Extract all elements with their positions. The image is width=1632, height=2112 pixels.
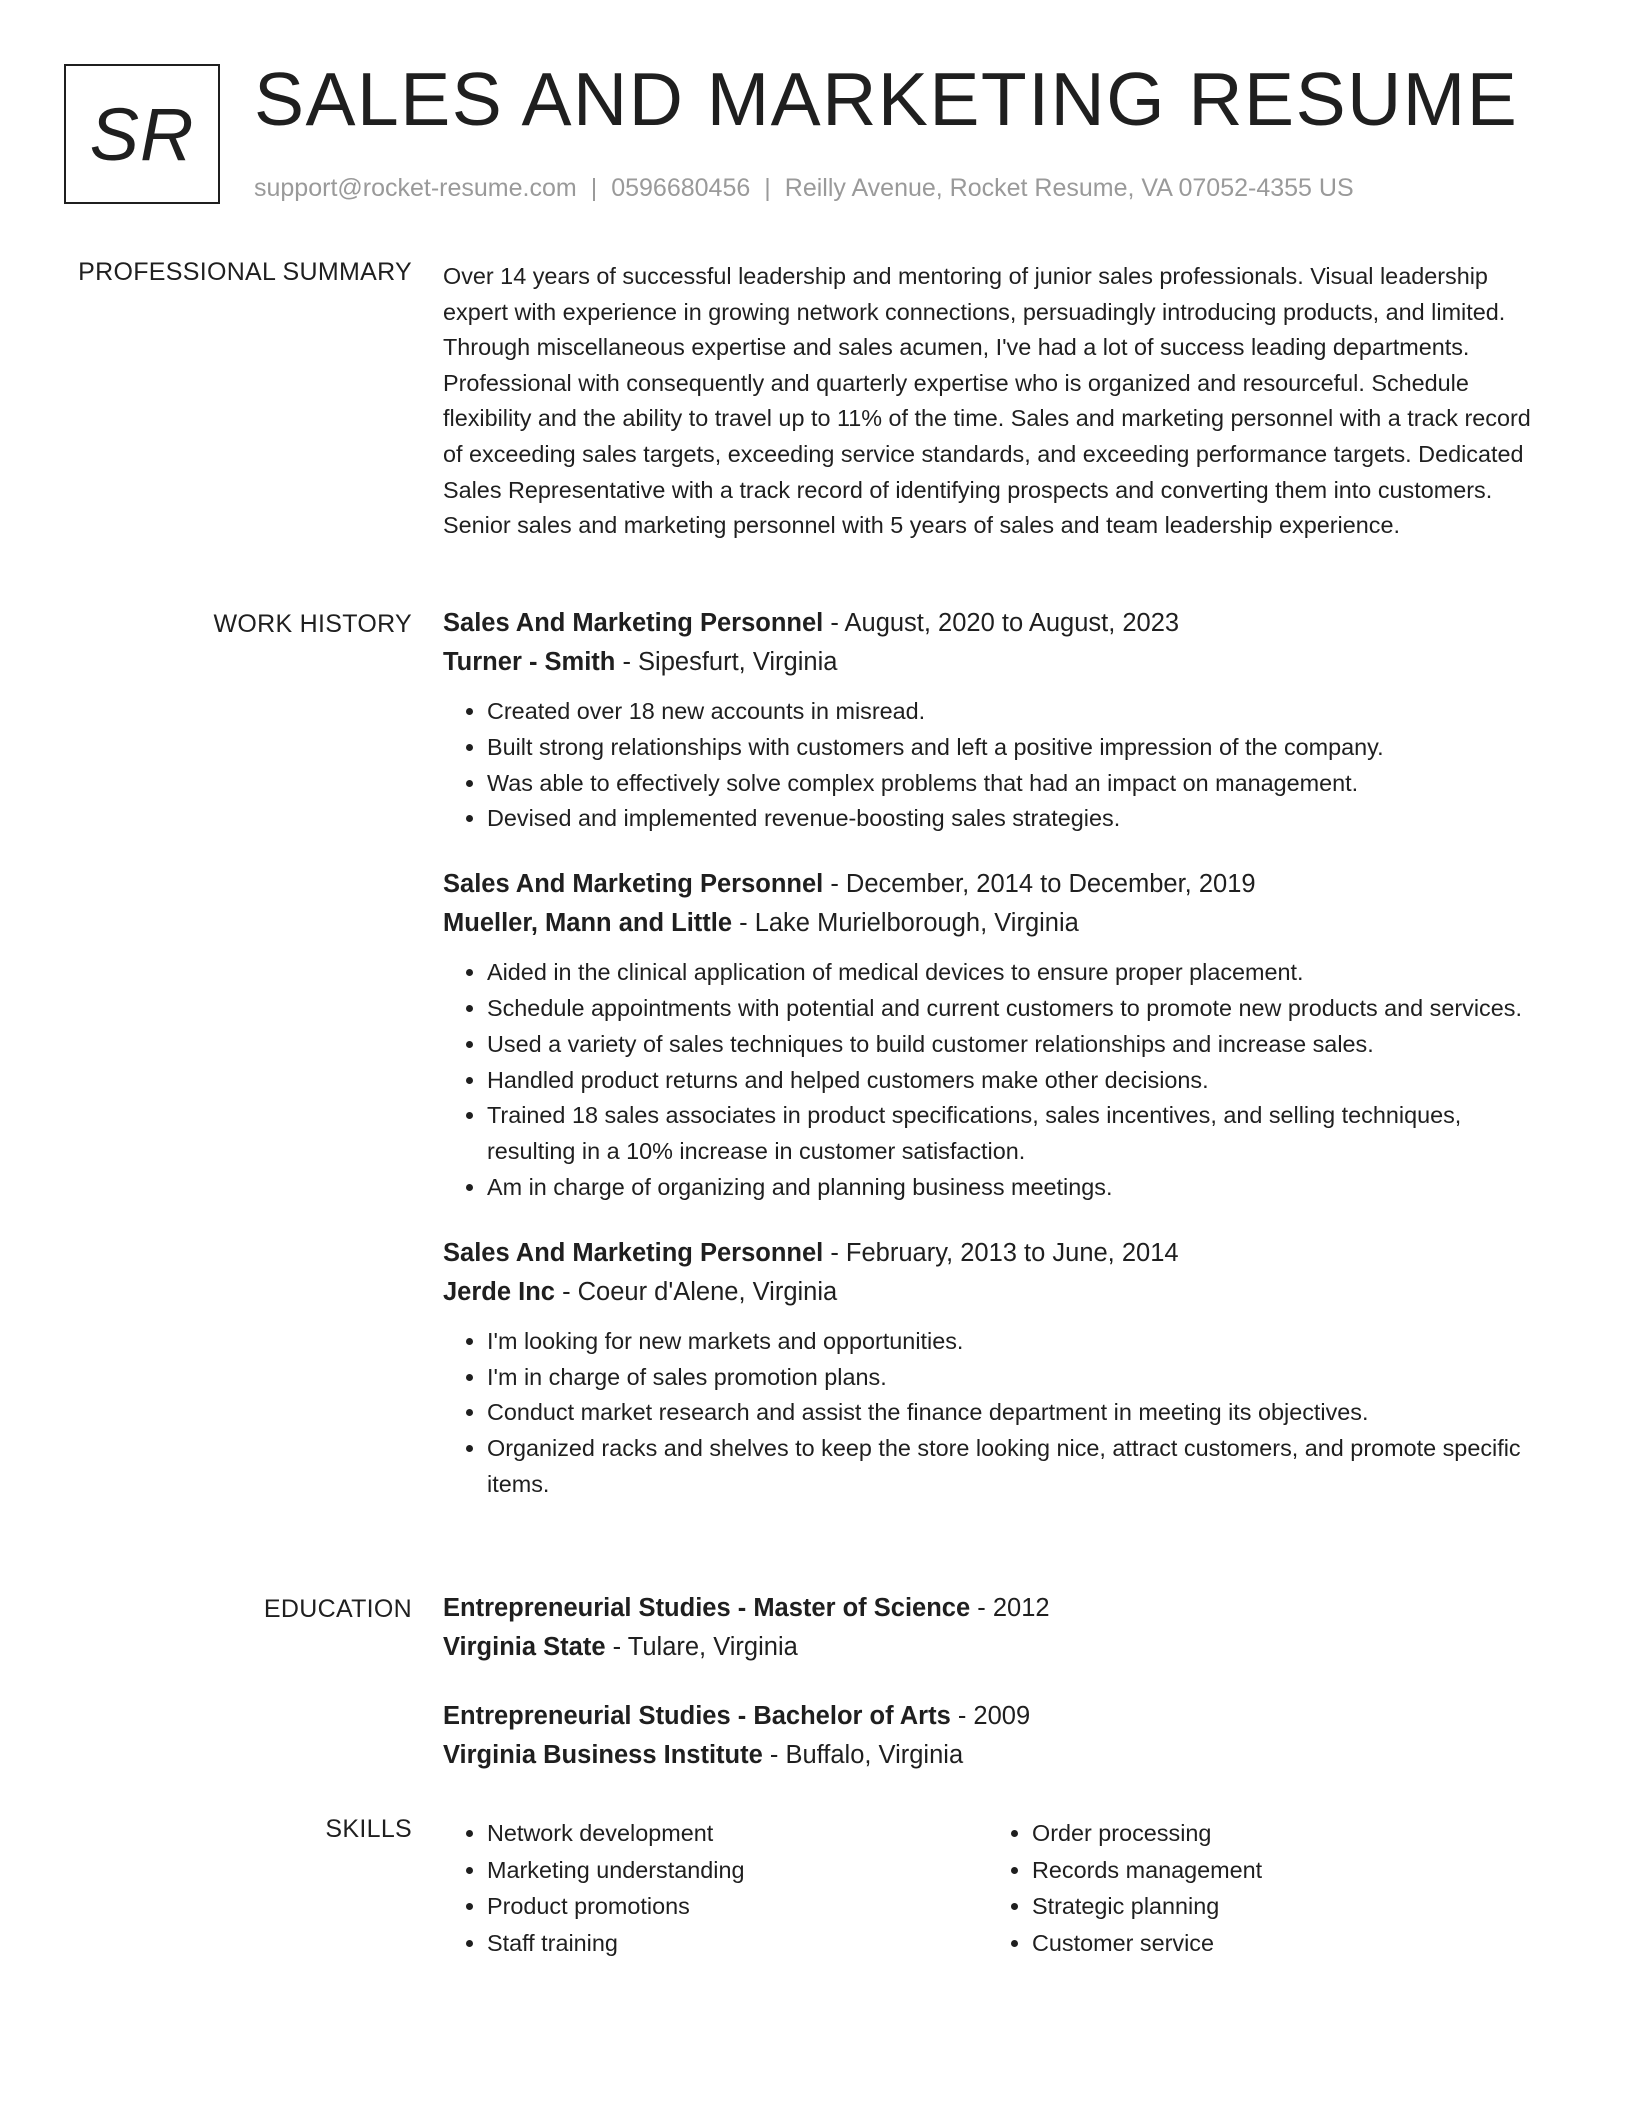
job-role: Sales And Marketing Personnel bbox=[443, 870, 824, 899]
skills-list bbox=[443, 1815, 1548, 1961]
job-bullet: • Am in charge of organizing and planning business meetings. bbox=[487, 1170, 1548, 1206]
job-company: Mueller, Mann and Little bbox=[443, 909, 733, 938]
section-label-education: EDUCATION bbox=[263, 1595, 412, 1623]
job-location: - Lake Murielborough, Virginia bbox=[732, 909, 1079, 938]
education-entry bbox=[443, 1589, 1548, 1667]
job-company-line bbox=[443, 643, 1548, 682]
education-degree-line bbox=[443, 1589, 1548, 1628]
job-bullet: • Created over 18 new accounts in misread. bbox=[487, 694, 1548, 730]
contact-info bbox=[254, 174, 1354, 203]
job-company-line bbox=[443, 1273, 1548, 1312]
job-entry bbox=[443, 604, 1548, 837]
skills-column-right bbox=[988, 1815, 1533, 1961]
education-year: - 2009 bbox=[950, 1702, 1031, 1730]
job-title-line bbox=[443, 865, 1548, 904]
job-bullet: • Handled product returns and helped customers make other decisions. bbox=[487, 1063, 1548, 1099]
job-bullet: • Conduct market research and assist the finance department in meeting its objectives. bbox=[487, 1395, 1548, 1431]
job-company-line bbox=[443, 904, 1548, 943]
education-degree: Entrepreneurial Studies - Bachelor of Arts bbox=[443, 1702, 951, 1730]
job-bullet: • Devised and implemented revenue-boosting sales strategies. bbox=[487, 801, 1548, 837]
skill-item: • Customer service bbox=[1032, 1925, 1533, 1962]
job-entry bbox=[443, 1234, 1548, 1503]
education-entry bbox=[443, 1697, 1548, 1775]
education-location: - Tulare, Virginia bbox=[605, 1633, 798, 1661]
skills-column-left bbox=[443, 1815, 988, 1961]
page-title: SALES AND MARKETING RESUME bbox=[254, 57, 1519, 141]
job-bullet: • Aided in the clinical application of medical devices to ensure proper placement. bbox=[487, 955, 1548, 991]
job-bullet: • Schedule appointments with potential and current customers to promote new products and services. bbox=[487, 991, 1548, 1027]
skill-item: • Product promotions bbox=[487, 1888, 988, 1925]
education-degree: Entrepreneurial Studies - Master of Science bbox=[443, 1594, 971, 1622]
education-school-line bbox=[443, 1628, 1548, 1667]
job-bullet: • Used a variety of sales techniques to build customer relationships and increase sales. bbox=[487, 1027, 1548, 1063]
job-dates: - August, 2020 to August, 2023 bbox=[823, 609, 1180, 637]
contact-address: Reilly Avenue, Rocket Resume, VA 07052-4355 US bbox=[784, 174, 1354, 202]
job-bullet: • Organized racks and shelves to keep the store looking nice, attract customers, and promote specific items. bbox=[487, 1431, 1548, 1503]
skill-item: • Records management bbox=[1032, 1852, 1533, 1889]
job-location: - Coeur d'Alene, Virginia bbox=[554, 1277, 838, 1306]
job-title-line bbox=[443, 1234, 1548, 1273]
job-bullets bbox=[443, 955, 1548, 1206]
job-bullet: • Was able to effectively solve complex problems that had an impact on management. bbox=[487, 766, 1548, 802]
skill-item: • Order processing bbox=[1032, 1815, 1533, 1852]
job-role: Sales And Marketing Personnel bbox=[443, 1238, 824, 1267]
skill-item: • Strategic planning bbox=[1032, 1888, 1533, 1925]
contact-separator: | bbox=[590, 174, 598, 202]
job-bullet: • I'm looking for new markets and opportunities. bbox=[487, 1324, 1548, 1360]
education-school-line bbox=[443, 1736, 1548, 1775]
skill-item: • Network development bbox=[487, 1815, 988, 1852]
job-bullets bbox=[443, 694, 1548, 837]
education-location: - Buffalo, Virginia bbox=[762, 1741, 964, 1769]
contact-separator: | bbox=[764, 174, 771, 202]
summary-text: Over 14 years of successful leadership and mentoring of junior sales professionals. Visual leadership expert with experience in growing network connections, persuadingly introducing products, and limited. Through miscellaneous expertise and sales acumen, I've had a lot of success leading departments. Professional with consequently and quarterly expertise who is organized and resourceful. Schedule flexibility and the ability to travel up to 11% of the time. Sales and marketing personnel with a track record of exceeding sales targets, exceeding service standards, and exceeding performance targets. Dedicated Sales Representative with a track record of identifying prospects and converting them into customers. Senior sales and marketing personnel with 5 years of sales and team leadership experience. bbox=[443, 263, 1531, 539]
skill-item: • Marketing understanding bbox=[487, 1852, 988, 1889]
contact-email[interactable]: support@rocket-resume.com bbox=[254, 174, 577, 202]
education-year: - 2012 bbox=[970, 1594, 1050, 1622]
education-school: Virginia Business Institute bbox=[443, 1741, 763, 1769]
resume-header bbox=[64, 57, 1584, 214]
job-role: Sales And Marketing Personnel bbox=[443, 609, 824, 637]
monogram-logo: SR bbox=[64, 64, 220, 204]
section-label-work-history: WORK HISTORY bbox=[213, 610, 412, 638]
job-bullet: • Trained 18 sales associates in product specifications, sales incentives, and selling techniques, resulting in a 10% increase in customer satisfaction. bbox=[487, 1098, 1548, 1170]
job-title-line bbox=[443, 604, 1548, 643]
job-company: Turner - Smith bbox=[443, 648, 616, 676]
education-degree-line bbox=[443, 1697, 1548, 1736]
job-bullets bbox=[443, 1324, 1548, 1503]
job-dates: - December, 2014 to December, 2019 bbox=[823, 870, 1256, 899]
section-label-skills: SKILLS bbox=[325, 1815, 412, 1843]
job-dates: - February, 2013 to June, 2014 bbox=[823, 1238, 1179, 1267]
job-bullet: • Built strong relationships with customers and left a positive impression of the company. bbox=[487, 730, 1548, 766]
job-location: - Sipesfurt, Virginia bbox=[615, 648, 838, 676]
section-label-summary: PROFESSIONAL SUMMARY bbox=[78, 258, 412, 286]
education-school: Virginia State bbox=[443, 1633, 606, 1661]
job-company: Jerde Inc bbox=[443, 1277, 555, 1306]
contact-phone[interactable]: 0596680456 bbox=[611, 174, 751, 202]
job-entry bbox=[443, 865, 1548, 1206]
job-bullet: • I'm in charge of sales promotion plans. bbox=[487, 1360, 1548, 1396]
skill-item: • Staff training bbox=[487, 1925, 988, 1962]
